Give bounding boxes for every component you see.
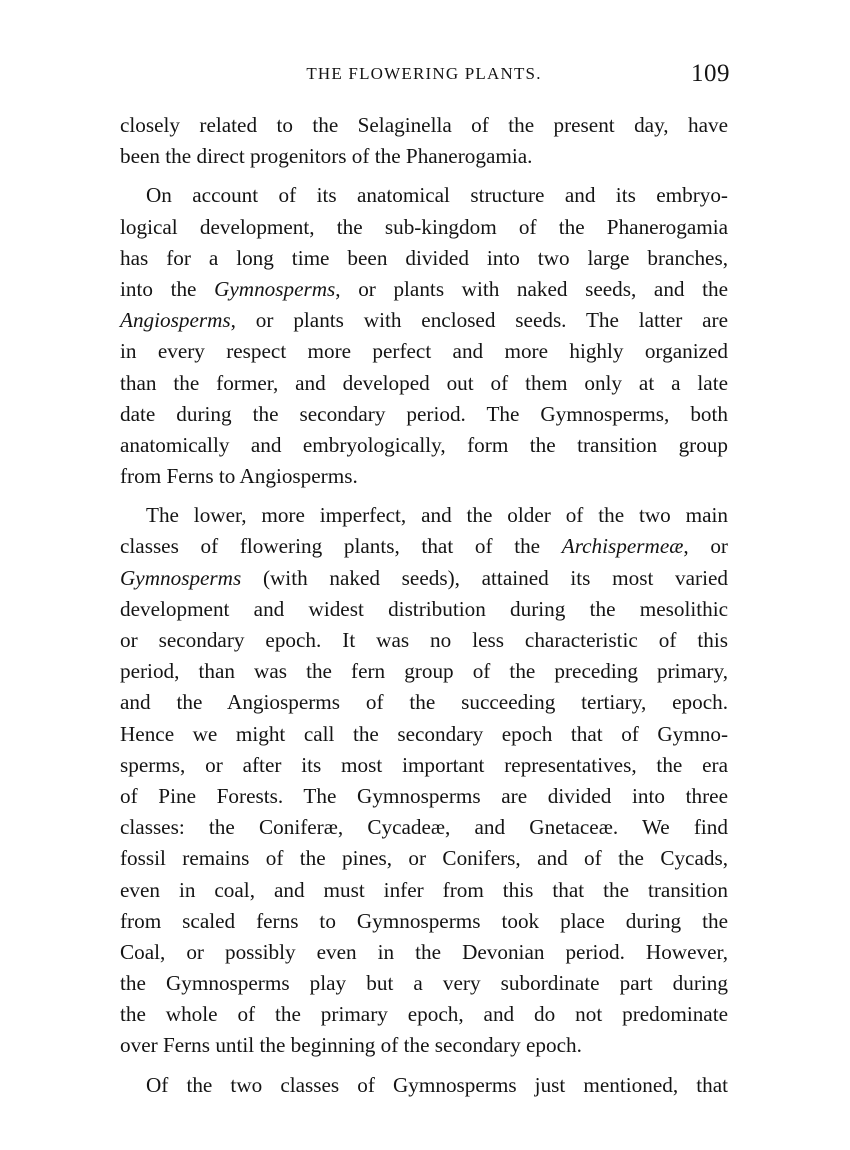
body-text (120, 110, 728, 1101)
page-number: 109 (691, 60, 730, 87)
text-line: from Ferns to Angiosperms. (120, 464, 358, 489)
italic-term: Gymnosperms (214, 276, 336, 301)
text-line: sperms, or after its most important representatives, the era (120, 752, 728, 777)
text-line: anatomically and embryologically, form the transition group (120, 432, 728, 457)
text-line: been the direct progenitors of the Phanerogamia. (120, 144, 533, 169)
text-line: over Ferns until the beginning of the secondary epoch. (120, 1033, 582, 1058)
text-line: Hence we might call the secondary epoch that of Gymno- (120, 721, 728, 746)
italic-term: Gymnosperms (120, 565, 242, 590)
text-line: even in coal, and must infer from this that the transition (120, 877, 728, 902)
running-head (118, 60, 730, 92)
text-line: Of the two classes of Gymnosperms just mentioned, that (146, 1072, 728, 1097)
running-title: THE FLOWERING PLANTS. (306, 64, 542, 83)
text-line: Gymnosperms (with naked seeds), attained its most varied (120, 565, 728, 590)
text-line: or secondary epoch. It was no less characteristic of this (120, 628, 728, 652)
text-line: has for a long time been divided into two large branches, (120, 245, 728, 270)
italic-term: Angiosperms (120, 308, 231, 333)
text-line: The lower, more imperfect, and the older of the two main (146, 503, 728, 528)
text-line: than the former, and developed out of them only at a late (120, 370, 728, 395)
text-line: classes: the Coniferæ, Cycadeæ, and Gnetaceæ. We find (120, 815, 728, 840)
text-line: logical development, the sub-kingdom of the Phanerogamia (120, 214, 728, 239)
text-line: into the Gymnosperms, or plants with naked seeds, and the (120, 276, 728, 301)
text-line: and the Angiosperms of the succeeding tertiary, epoch. (120, 690, 728, 715)
text-line: classes of flowering plants, that of the Archispermeæ, or (120, 534, 728, 559)
text-line: fossil remains of the pines, or Conifers, and of the Cycads, (120, 846, 728, 871)
text-line: period, than was the fern group of the preceding primary, (120, 659, 728, 684)
text-line: of Pine Forests. The Gymnosperms are divided into three (120, 783, 728, 808)
text-line: closely related to the Selaginella of the present day, have (120, 113, 728, 137)
text-line: the Gymnosperms play but a very subordinate part during (120, 971, 728, 996)
text-line: from scaled ferns to Gymnosperms took place during the (120, 908, 728, 933)
italic-term: Archispermeæ (561, 534, 684, 559)
text-line: Coal, or possibly even in the Devonian period. However, (120, 939, 728, 964)
text-line: date during the secondary period. The Gymnosperms, both (120, 401, 728, 426)
text-line: Angiosperms, or plants with enclosed seeds. The latter are (120, 308, 728, 333)
text-line: the whole of the primary epoch, and do not predominate (120, 1002, 728, 1027)
text-line: development and widest distribution during the mesolithic (120, 596, 728, 621)
text-line: in every respect more perfect and more highly organized (120, 339, 728, 364)
text-line: On account of its anatomical structure and its embryo- (146, 183, 728, 208)
